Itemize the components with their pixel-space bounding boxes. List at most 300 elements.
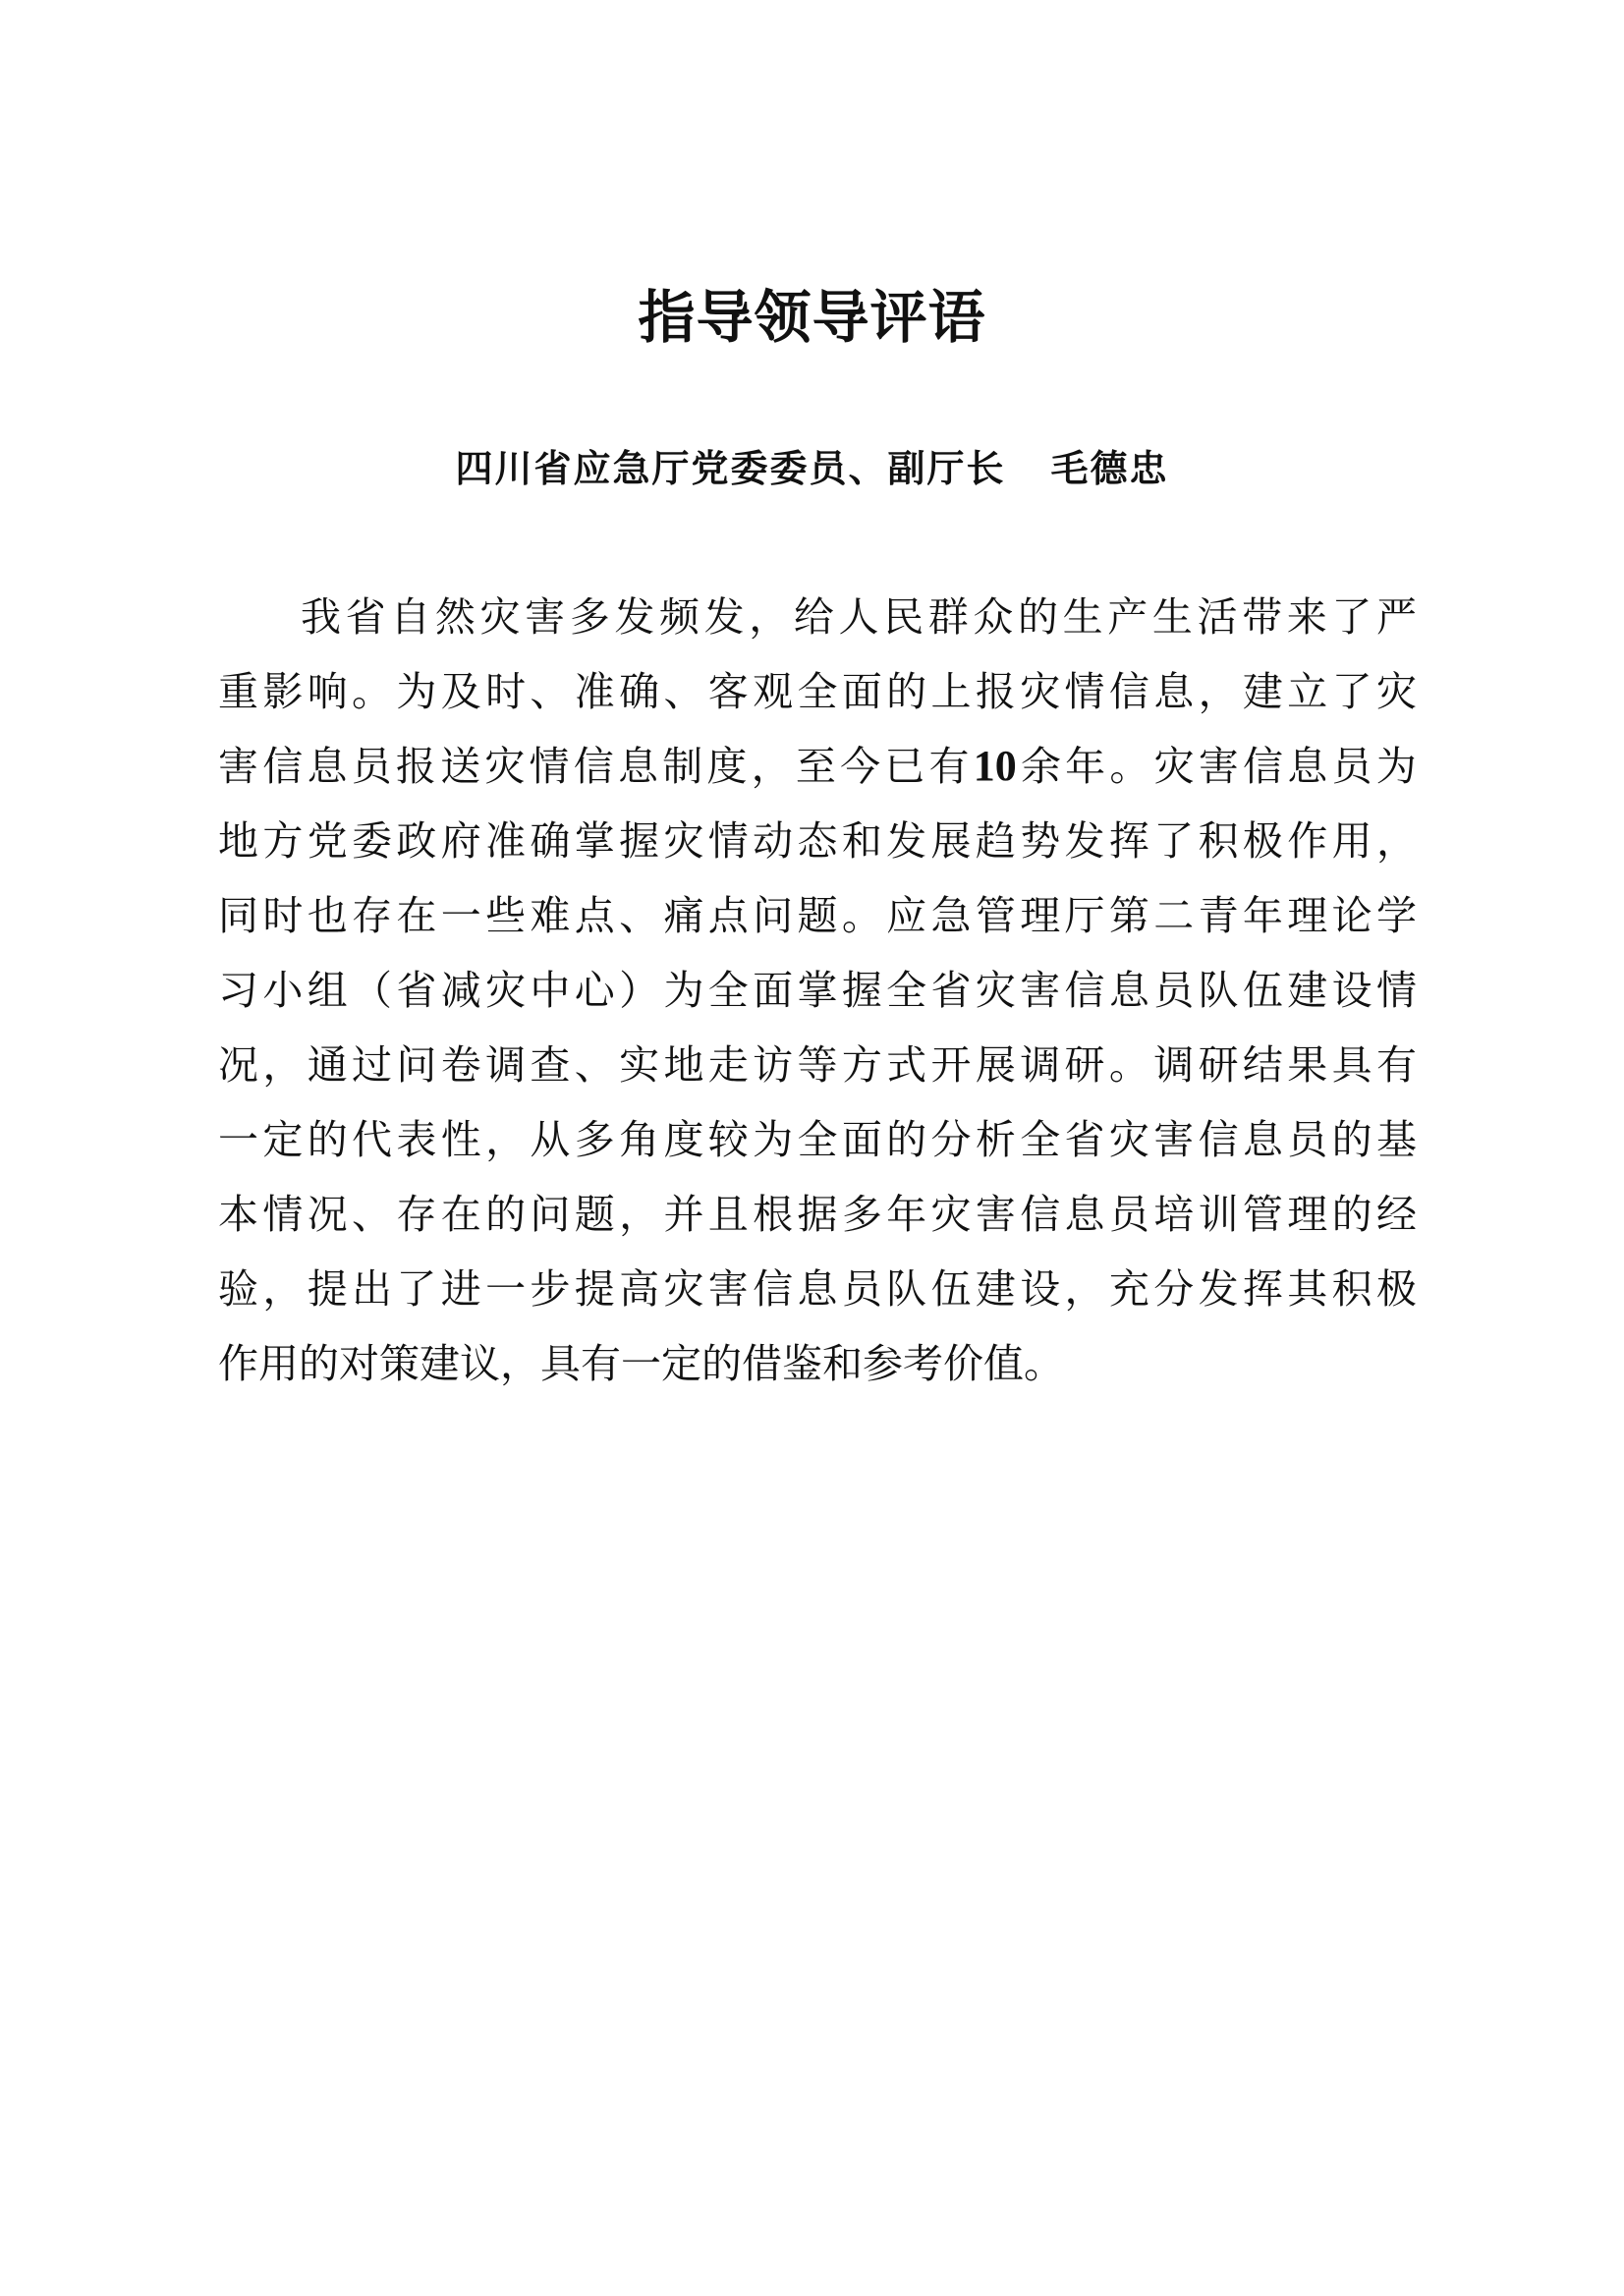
paragraph-line: [218, 1102, 1417, 1177]
paragraph-char: 同: [218, 892, 258, 939]
paragraph-char: 。: [841, 892, 882, 939]
paragraph-char: 的: [886, 1116, 927, 1163]
paragraph-char: ，: [485, 1116, 527, 1163]
paragraph-char: 急: [930, 892, 972, 939]
paragraph-char: 发: [703, 593, 745, 641]
paragraph-char: 步: [530, 1265, 571, 1313]
paragraph-char: 害: [1153, 1116, 1195, 1163]
paragraph-char: 信: [1020, 1191, 1061, 1238]
paragraph-char: 情: [262, 1191, 304, 1238]
paragraph-char: 对: [339, 1340, 379, 1387]
paragraph-char: ，: [749, 593, 790, 641]
paragraph-char: 生: [1062, 593, 1103, 641]
paragraph-char: 态: [797, 817, 838, 865]
paragraph-char: 党: [307, 817, 348, 865]
paragraph-char: 我: [301, 593, 341, 641]
paragraph-char: 伍: [930, 1265, 972, 1313]
paragraph-char: 表: [396, 1116, 437, 1163]
paragraph-char: 掌: [574, 817, 615, 865]
paragraph-char: 存: [352, 892, 393, 939]
paragraph-char: 走: [707, 1041, 749, 1089]
paragraph-char: 具: [540, 1340, 581, 1387]
paragraph-char: 势: [1020, 817, 1061, 865]
paragraph-char: 害: [218, 743, 258, 790]
paragraph-char: 用: [258, 1340, 299, 1387]
paragraph-char: 灾: [1375, 668, 1417, 715]
paragraph-char: 客: [707, 668, 749, 715]
paragraph-char: 灾: [1108, 1116, 1149, 1163]
paragraph-char: 调: [485, 1041, 527, 1089]
paragraph-char: 开: [930, 1041, 972, 1089]
paragraph-char: 、: [619, 892, 660, 939]
paragraph-char: 本: [218, 1191, 258, 1238]
paragraph-char: 考: [903, 1340, 943, 1387]
paragraph-char: 制: [662, 743, 703, 790]
paragraph-char: 握: [619, 817, 660, 865]
paragraph-char: 生: [1151, 593, 1193, 641]
paragraph-char: 员: [1108, 1191, 1149, 1238]
paragraph-char: 价: [943, 1340, 983, 1387]
paragraph-number: 10: [973, 742, 1017, 790]
paragraph-char: 灾: [484, 743, 526, 790]
paragraph-char: 然: [434, 593, 476, 641]
paragraph-char: 查: [530, 1041, 571, 1089]
paragraph-char: 代: [352, 1116, 393, 1163]
paragraph-char: 积: [1331, 1265, 1372, 1313]
paragraph-char: 准: [574, 668, 615, 715]
paragraph-line: [218, 804, 1417, 878]
paragraph-char: 年: [1065, 743, 1106, 790]
paragraph-char: 自: [390, 593, 431, 641]
paragraph-char: 全: [797, 668, 838, 715]
paragraph-char: 并: [663, 1191, 704, 1238]
author-name: 毛德忠: [1050, 446, 1169, 490]
paragraph-char: 灾: [663, 817, 704, 865]
paragraph-char: 度: [663, 1116, 704, 1163]
paragraph-char: 握: [841, 967, 882, 1014]
paragraph-char: 害: [975, 1191, 1016, 1238]
paragraph-char: 分: [930, 1116, 972, 1163]
paragraph-char: 的: [886, 668, 927, 715]
paragraph-char: 研: [1198, 1041, 1239, 1089]
paragraph-char: 组: [307, 967, 348, 1014]
paragraph-char: 已: [884, 743, 925, 790]
paragraph-char: 灾: [479, 593, 521, 641]
paragraph-char: ，: [262, 1265, 304, 1313]
paragraph-char: 响: [307, 668, 348, 715]
paragraph-char: 方: [262, 817, 304, 865]
paragraph-char: 害: [1020, 967, 1061, 1014]
paragraph-char: 问: [396, 1041, 437, 1089]
paragraph-char: 报: [395, 743, 436, 790]
paragraph-char: 较: [707, 1116, 749, 1163]
paragraph-char: 灾: [485, 967, 527, 1014]
paragraph-char: 青: [1198, 892, 1239, 939]
paragraph-char: 全: [1020, 1116, 1061, 1163]
paragraph-char: 值: [983, 1340, 1024, 1387]
paragraph-char: 动: [753, 817, 794, 865]
paragraph-char: ，: [751, 743, 792, 790]
paragraph-char: ，: [500, 1340, 540, 1387]
paragraph-char: 方: [841, 1041, 882, 1089]
paragraph-char: 观: [753, 668, 794, 715]
paragraph-char: 信: [753, 1265, 794, 1313]
paragraph-char: 有: [928, 743, 970, 790]
paragraph-char: 些: [485, 892, 527, 939]
paragraph-char: 况: [218, 1041, 258, 1089]
paragraph-char: 情: [1375, 967, 1417, 1014]
paragraph-char: 信: [1198, 1116, 1239, 1163]
paragraph-char: 卷: [440, 1041, 481, 1089]
paragraph-char: 果: [1287, 1041, 1328, 1089]
paragraph-char: 定: [661, 1340, 701, 1387]
paragraph-char: 挥: [1242, 1265, 1283, 1313]
paragraph-char: 建: [420, 1340, 460, 1387]
paragraph-char: 信: [573, 743, 614, 790]
paragraph-char: 问: [753, 892, 794, 939]
paragraph-char: 建: [1242, 668, 1283, 715]
paragraph-char: 的: [299, 1340, 339, 1387]
paragraph-char: 地: [663, 1041, 704, 1089]
paragraph-char: 息: [1064, 1191, 1105, 1238]
paragraph-char: 参: [863, 1340, 903, 1387]
paragraph-char: 及: [440, 668, 481, 715]
paragraph-char: 训: [1198, 1191, 1239, 1238]
paragraph-char: 难: [530, 892, 571, 939]
paragraph-char: 进: [440, 1265, 481, 1313]
paragraph-char: ，: [1198, 668, 1239, 715]
paragraph-char: 面: [841, 668, 882, 715]
paragraph-char: 害: [707, 1265, 749, 1313]
paragraph-char: 时: [485, 668, 527, 715]
paragraph-char: 高: [619, 1265, 660, 1313]
paragraph-char: 重: [218, 668, 258, 715]
paragraph-char: 用: [1331, 817, 1372, 865]
paragraph-char: 息: [307, 743, 348, 790]
paragraph-char: 带: [1242, 593, 1283, 641]
paragraph-char: 全: [707, 967, 749, 1014]
paragraph-char: 设: [1020, 1265, 1061, 1313]
paragraph-char: 今: [840, 743, 881, 790]
paragraph-char: 度: [706, 743, 748, 790]
paragraph-char: 准: [485, 817, 527, 865]
paragraph-char: 从: [530, 1116, 571, 1163]
paragraph-char: 厅: [1064, 892, 1105, 939]
paragraph-char: 灾: [975, 967, 1016, 1014]
paragraph-char: 政: [396, 817, 437, 865]
paragraph-char: 基: [1375, 1116, 1417, 1163]
paragraph-char: 况: [307, 1191, 348, 1238]
paragraph-char: 等: [797, 1041, 838, 1089]
paragraph-char: 发: [1198, 1265, 1239, 1313]
paragraph-char: 根: [753, 1191, 794, 1238]
paragraph-char: 情: [529, 743, 570, 790]
paragraph-char: 提: [574, 1265, 615, 1313]
paragraph-char: 确: [619, 668, 660, 715]
paragraph-char: 队: [1198, 967, 1239, 1014]
paragraph-char: 多: [574, 1116, 615, 1163]
paragraph-char: 性: [440, 1116, 481, 1163]
paragraph-char: 灾: [1153, 743, 1195, 790]
paragraph-char: 省: [396, 967, 437, 1014]
paragraph-char: 中: [530, 967, 571, 1014]
paragraph-char: 员: [841, 1265, 882, 1313]
paragraph-char: 建: [975, 1265, 1016, 1313]
paragraph-char: 了: [1331, 593, 1372, 641]
paragraph-char: 报: [975, 668, 1016, 715]
paragraph-char: 展: [975, 1041, 1016, 1089]
paragraph-char: 信: [1108, 668, 1149, 715]
paragraph-char: 活: [1197, 593, 1238, 641]
paragraph-char: 的: [1018, 593, 1058, 641]
paragraph-char: 一: [485, 1265, 527, 1313]
paragraph-char: 频: [659, 593, 700, 641]
paragraph-char: 省: [1064, 1116, 1105, 1163]
paragraph-char: 一: [440, 892, 481, 939]
paragraph-char: ，: [1375, 817, 1417, 865]
paragraph-char: 员: [351, 743, 392, 790]
paragraph-char: 员: [1287, 1116, 1328, 1163]
paragraph-char: 伍: [1242, 967, 1283, 1014]
commentary-paragraph: [218, 580, 1417, 1401]
paragraph-char: 减: [440, 967, 481, 1014]
paragraph-line: [218, 953, 1417, 1028]
paragraph-char: 信: [1243, 743, 1284, 790]
paragraph-char: 学: [1375, 892, 1417, 939]
paragraph-char: 提: [307, 1265, 348, 1313]
paragraph-char: 了: [1331, 668, 1372, 715]
paragraph-char: 掌: [797, 967, 838, 1014]
paragraph-char: 灾: [663, 1265, 704, 1313]
paragraph-char: ）: [619, 967, 660, 1014]
paragraph-char: 具: [1331, 1041, 1372, 1089]
paragraph-char: 经: [1375, 1191, 1417, 1238]
paragraph-char: 至: [795, 743, 836, 790]
paragraph-char: 发: [886, 817, 927, 865]
paragraph-char: 验: [218, 1265, 258, 1313]
paragraph-char: 。: [1024, 1340, 1064, 1387]
paragraph-char: 一: [621, 1340, 661, 1387]
paragraph-char: 习: [218, 967, 258, 1014]
paragraph-char: 存: [396, 1191, 437, 1238]
paragraph-char: 息: [1242, 1116, 1283, 1163]
paragraph-char: 确: [530, 817, 571, 865]
paragraph-char: 应: [886, 892, 927, 939]
paragraph-char: 也: [307, 892, 348, 939]
paragraph-char: 群: [927, 593, 969, 641]
paragraph-char: 理: [1020, 892, 1061, 939]
paragraph-char: 管: [1242, 1191, 1283, 1238]
paragraph-char: 息: [1108, 967, 1149, 1014]
paragraph-char: 害: [525, 593, 566, 641]
paragraph-char: 众: [973, 593, 1014, 641]
paragraph-char: 灾: [1020, 668, 1061, 715]
paragraph-char: 省: [930, 967, 972, 1014]
paragraph-char: 通: [307, 1041, 348, 1089]
paragraph-char: 。: [1108, 1041, 1149, 1089]
page-title: 指导领导评语: [638, 284, 986, 351]
paragraph-char: 题: [797, 892, 838, 939]
author-line: [0, 444, 1624, 493]
paragraph-char: 培: [1153, 1191, 1195, 1238]
paragraph-char: 发: [614, 593, 655, 641]
paragraph-char: 全: [797, 1116, 838, 1163]
paragraph-char: 过: [352, 1041, 393, 1089]
paragraph-char: 信: [262, 743, 304, 790]
paragraph-char: 为: [663, 967, 704, 1014]
paragraph-char: （: [352, 967, 393, 1014]
paragraph-char: 据: [797, 1191, 838, 1238]
paragraph-line: [218, 1177, 1417, 1252]
paragraph-char: ，: [1064, 1265, 1105, 1313]
paragraph-char: 议: [460, 1340, 500, 1387]
paragraph-line: [218, 1252, 1417, 1326]
paragraph-char: ，: [262, 1041, 304, 1089]
paragraph-line: [218, 1028, 1417, 1102]
paragraph-char: 调: [1020, 1041, 1061, 1089]
paragraph-char: 为: [753, 1116, 794, 1163]
paragraph-char: 第: [1108, 892, 1149, 939]
paragraph-char: ，: [619, 1191, 660, 1238]
paragraph-char: 发: [1064, 817, 1105, 865]
paragraph-char: 民: [883, 593, 924, 641]
paragraph-char: 。: [1109, 743, 1150, 790]
paragraph-char: 策: [379, 1340, 420, 1387]
paragraph-char: 调: [1153, 1041, 1195, 1089]
paragraph-char: 在: [440, 1191, 481, 1238]
paragraph-char: 趋: [975, 817, 1016, 865]
paragraph-char: 情: [1064, 668, 1105, 715]
paragraph-char: 建: [1287, 967, 1328, 1014]
paragraph-char: 余: [1020, 743, 1061, 790]
paragraph-char: 管: [975, 892, 1016, 939]
paragraph-char: 论: [1331, 892, 1372, 939]
paragraph-line: [218, 654, 1417, 729]
paragraph-char: 上: [930, 668, 972, 715]
paragraph-char: 面: [841, 1116, 882, 1163]
paragraph-char: 、: [574, 1041, 615, 1089]
paragraph-char: 的: [307, 1116, 348, 1163]
paragraph-char: 理: [1287, 1191, 1328, 1238]
paragraph-char: 的: [701, 1340, 742, 1387]
paragraph-char: 地: [218, 817, 258, 865]
paragraph-char: 息: [617, 743, 658, 790]
paragraph-char: 严: [1376, 593, 1417, 641]
paragraph-char: 理: [1287, 892, 1328, 939]
paragraph-char: 多: [569, 593, 610, 641]
paragraph-char: 有: [1375, 1041, 1417, 1089]
paragraph-char: 。: [352, 668, 393, 715]
paragraph-char: 的: [485, 1191, 527, 1238]
paragraph-line: [218, 580, 1417, 654]
paragraph-char: 借: [742, 1340, 782, 1387]
paragraph-char: 积: [1198, 817, 1239, 865]
paragraph-char: 一: [218, 1116, 258, 1163]
paragraph-char: 定: [262, 1116, 304, 1163]
paragraph-char: 产: [1107, 593, 1148, 641]
paragraph-char: 、: [352, 1191, 393, 1238]
paragraph-char: 为: [396, 668, 437, 715]
paragraph-char: 实: [619, 1041, 660, 1089]
paragraph-char: 为: [1375, 743, 1417, 790]
paragraph-char: 员: [1153, 967, 1195, 1014]
paragraph-char: 灾: [930, 1191, 972, 1238]
paragraph-char: 、: [530, 668, 571, 715]
paragraph-char: 了: [1153, 817, 1195, 865]
paragraph-char: 分: [1153, 1265, 1195, 1313]
paragraph-char: 题: [574, 1191, 615, 1238]
paragraph-char: 极: [1375, 1265, 1417, 1313]
paragraph-char: 鉴: [782, 1340, 822, 1387]
paragraph-char: 年: [1242, 892, 1283, 939]
paragraph-char: 小: [262, 967, 304, 1014]
paragraph-char: 痛: [663, 892, 704, 939]
paragraph-char: 设: [1331, 967, 1372, 1014]
paragraph-char: 了: [396, 1265, 437, 1313]
paragraph-char: 员: [1331, 743, 1372, 790]
paragraph-char: 作: [1287, 817, 1328, 865]
paragraph-char: 有: [581, 1340, 621, 1387]
paragraph-char: 人: [838, 593, 879, 641]
paragraph-char: 点: [574, 892, 615, 939]
paragraph-char: 研: [1064, 1041, 1105, 1089]
paragraph-line: [218, 878, 1417, 953]
paragraph-char: 式: [886, 1041, 927, 1089]
paragraph-char: 年: [886, 1191, 927, 1238]
paragraph-char: 息: [797, 1265, 838, 1313]
paragraph-char: 时: [262, 892, 304, 939]
paragraph-char: 息: [1153, 668, 1195, 715]
paragraph-char: 面: [753, 967, 794, 1014]
paragraph-char: 结: [1242, 1041, 1283, 1089]
paragraph-line: [218, 1326, 1417, 1401]
paragraph-char: 息: [1287, 743, 1328, 790]
paragraph-char: 府: [440, 817, 481, 865]
paragraph-line: [218, 729, 1417, 804]
paragraph-char: 全: [886, 967, 927, 1014]
author-role: 四川省应急厅党委委员、副厅长: [455, 446, 1006, 490]
paragraph-char: 访: [753, 1041, 794, 1089]
paragraph-char: 信: [1064, 967, 1105, 1014]
paragraph-char: 挥: [1108, 817, 1149, 865]
paragraph-char: 二: [1153, 892, 1195, 939]
paragraph-char: 送: [440, 743, 481, 790]
paragraph-char: 和: [841, 817, 882, 865]
paragraph-char: 极: [1242, 817, 1283, 865]
paragraph-char: 和: [822, 1340, 863, 1387]
paragraph-char: 角: [619, 1116, 660, 1163]
paragraph-char: 充: [1108, 1265, 1149, 1313]
paragraph-char: 给: [793, 593, 834, 641]
paragraph-char: 问: [530, 1191, 571, 1238]
paragraph-char: 其: [1287, 1265, 1328, 1313]
paragraph-char: 委: [352, 817, 393, 865]
paragraph-char: 害: [1198, 743, 1239, 790]
paragraph-char: 立: [1287, 668, 1328, 715]
paragraph-char: 队: [886, 1265, 927, 1313]
paragraph-char: 省: [345, 593, 386, 641]
paragraph-char: 点: [707, 892, 749, 939]
paragraph-char: 析: [975, 1116, 1016, 1163]
paragraph-char: 展: [930, 817, 972, 865]
paragraph-char: 作: [218, 1340, 258, 1387]
paragraph-char: 在: [396, 892, 437, 939]
paragraph-char: 心: [574, 967, 615, 1014]
paragraph-char: 来: [1286, 593, 1327, 641]
paragraph-char: 的: [1331, 1116, 1372, 1163]
paragraph-char: 情: [707, 817, 749, 865]
paragraph-char: 影: [262, 668, 304, 715]
